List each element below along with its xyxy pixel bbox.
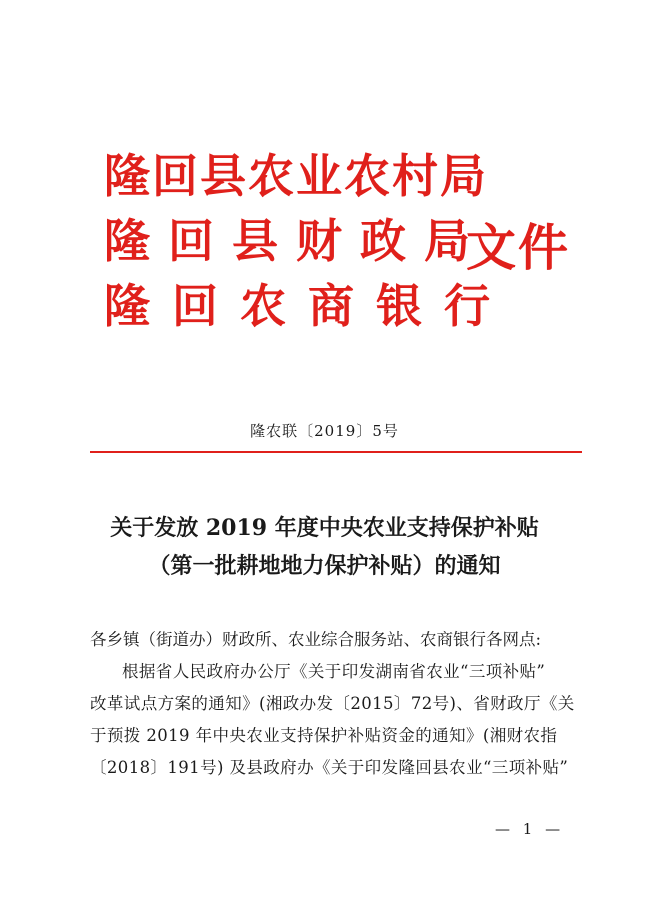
document-title-line-2: （第一批耕地地力保护补贴）的通知 [148,553,501,579]
body-text-line: 根据省人民政府办公厅《关于印发湖南省农业“三项补贴” [122,662,546,681]
salutation: 各乡镇（街道办）财政所、农业综合服务站、农商银行各网点: [90,630,542,649]
body-text-line: 于预拨 2019 年中央农业支持保护补贴资金的通知》(湘财农指 [90,726,558,745]
issuer-agriculture-bureau: 隆回县农业农村局 [104,149,488,203]
body-text-line: 改革试点方案的通知》(湘政办发〔2015〕72号)、省财政厅《关 [90,694,575,713]
document-title-line-1: 关于发放 2019 年度中央农业支持保护补贴 [110,515,539,541]
page-number: — 1 — [495,820,565,838]
body-text-line: 〔2018〕191号) 及县政府办《关于印发隆回县农业“三项补贴” [90,758,569,777]
document-header [104,149,570,350]
document-type-label: 文件 [466,219,570,277]
issuer-finance-bureau: 隆回县财政局 [104,214,488,268]
red-divider-line [90,451,582,453]
issuer-rural-bank: 隆回农商银行 [104,279,512,333]
document-number: 隆农联〔2019〕5号 [250,422,399,440]
